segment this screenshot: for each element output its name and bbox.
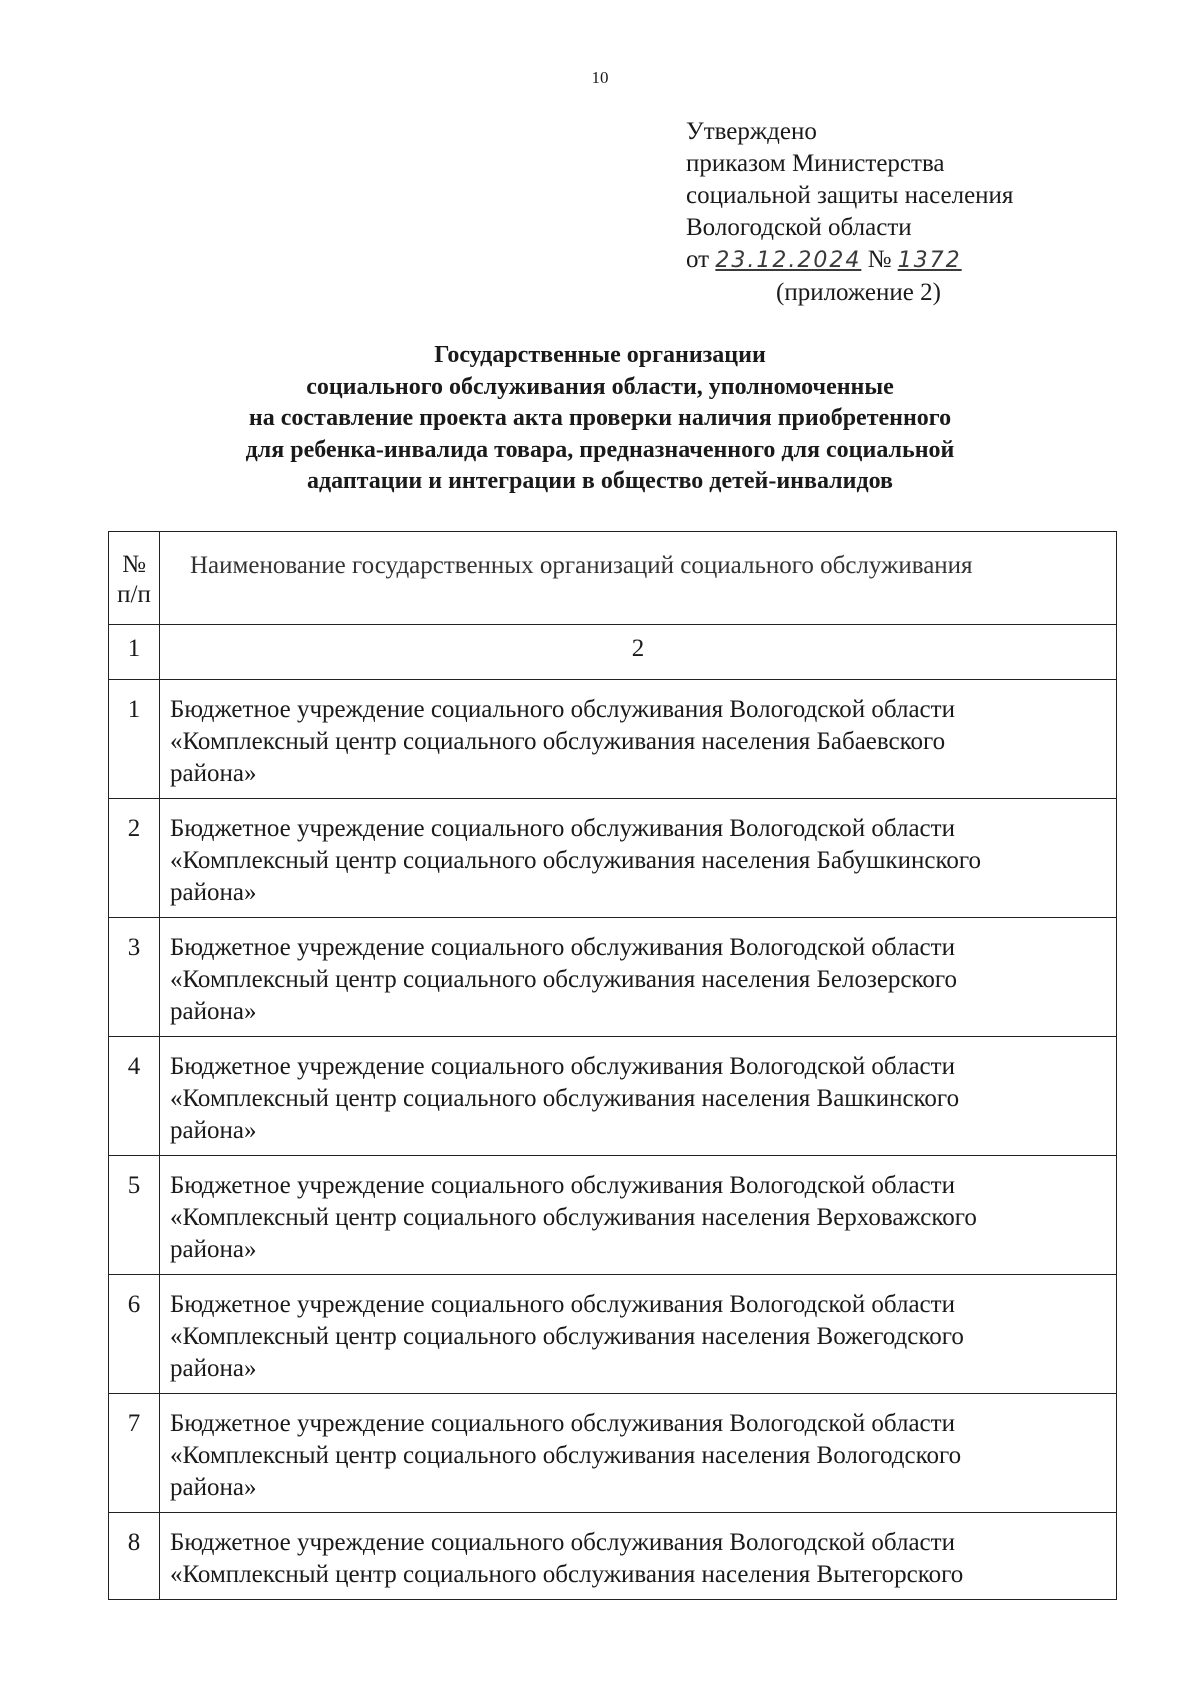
row-number: 1 <box>109 680 160 799</box>
name-line: Бюджетное учреждение социального обслуживания Вологодской области <box>170 1529 955 1556</box>
approval-date-line <box>686 244 1013 277</box>
name-line: Бюджетное учреждение социального обслуживания Вологодской области <box>170 1291 955 1318</box>
name-line: «Комплексный центр социального обслуживания населения Белозерского <box>170 966 958 993</box>
number-prefix: № <box>867 246 892 273</box>
table-row <box>109 680 1117 799</box>
title-line: социального обслуживания области, уполномоченные <box>306 373 894 400</box>
table-row <box>109 1513 1117 1600</box>
row-number: 6 <box>109 1275 160 1394</box>
appendix-label: (приложение 2) <box>776 279 941 306</box>
organization-name <box>160 918 1117 1037</box>
title-line: Государственные организации <box>434 342 766 368</box>
name-line: «Комплексный центр социального обслуживания населения Бабушкинского <box>170 847 982 874</box>
title-line: адаптации и интеграции в общество детей-инвалидов <box>307 468 893 494</box>
table-row <box>109 1037 1117 1156</box>
row-number: 4 <box>109 1037 160 1156</box>
page-number: 10 <box>591 68 609 87</box>
name-line: Бюджетное учреждение социального обслуживания Вологодской области <box>170 1053 955 1080</box>
name-line: района» <box>170 1117 257 1144</box>
table-header-row <box>109 532 1117 625</box>
name-line: «Комплексный центр социального обслуживания населения Верховажского <box>170 1204 977 1231</box>
name-line: Бюджетное учреждение социального обслуживания Вологодской области <box>170 1410 955 1437</box>
name-line: «Комплексный центр социального обслуживания населения Вашкинского <box>170 1085 960 1112</box>
name-line: Бюджетное учреждение социального обслуживания Вологодской области <box>170 934 955 961</box>
approval-stamp <box>686 116 1013 309</box>
header-number: № п/п <box>109 532 160 625</box>
name-line: района» <box>170 760 257 787</box>
column-number: 1 <box>109 625 160 680</box>
table-row <box>109 799 1117 918</box>
column-number: 2 <box>160 625 1117 680</box>
document-title <box>100 340 1100 498</box>
approval-line: Утверждено <box>686 118 817 145</box>
column-numbers-row <box>109 625 1117 680</box>
name-line: «Комплексный центр социального обслуживания населения Вожегодского <box>170 1323 964 1350</box>
row-number: 5 <box>109 1156 160 1275</box>
row-number: 8 <box>109 1513 160 1600</box>
table-row <box>109 1156 1117 1275</box>
table-row <box>109 1275 1117 1394</box>
name-line: района» <box>170 998 257 1025</box>
date-prefix: от <box>686 246 710 273</box>
organization-name <box>160 1275 1117 1394</box>
name-line: Бюджетное учреждение социального обслуживания Вологодской области <box>170 815 955 842</box>
organization-name <box>160 799 1117 918</box>
row-number: 2 <box>109 799 160 918</box>
organization-name <box>160 1394 1117 1513</box>
header-name: Наименование государственных организаций социального обслуживания <box>160 532 1117 625</box>
row-number: 7 <box>109 1394 160 1513</box>
organization-name <box>160 1156 1117 1275</box>
approval-line: приказом Министерства <box>686 150 945 177</box>
row-number: 3 <box>109 918 160 1037</box>
table-row <box>109 918 1117 1037</box>
organization-name <box>160 1513 1117 1600</box>
name-line: района» <box>170 1355 257 1382</box>
organizations-table <box>108 531 1117 1600</box>
name-line: района» <box>170 1474 257 1501</box>
handwritten-number: 1372 <box>897 248 962 273</box>
organization-name <box>160 1037 1117 1156</box>
name-line: Бюджетное учреждение социального обслуживания Вологодской области <box>170 1172 955 1199</box>
title-line: на составление проекта акта проверки наличия приобретенного <box>248 405 952 431</box>
name-line: «Комплексный центр социального обслуживания населения Вытегорского <box>170 1561 964 1588</box>
name-line: района» <box>170 1236 257 1263</box>
name-line: Бюджетное учреждение социального обслуживания Вологодской области <box>170 696 955 723</box>
title-line: для ребенка-инвалида товара, предназначенного для социальной <box>245 436 955 463</box>
name-line: района» <box>170 879 257 906</box>
organization-name <box>160 680 1117 799</box>
approval-line: Вологодской области <box>686 214 912 241</box>
handwritten-date: 23.12.2024 <box>715 248 862 273</box>
name-line: «Комплексный центр социального обслуживания населения Бабаевского <box>170 728 946 755</box>
approval-line: социальной защиты населения <box>686 182 1014 209</box>
table-row <box>109 1394 1117 1513</box>
name-line: «Комплексный центр социального обслуживания населения Вологодского <box>170 1442 962 1469</box>
